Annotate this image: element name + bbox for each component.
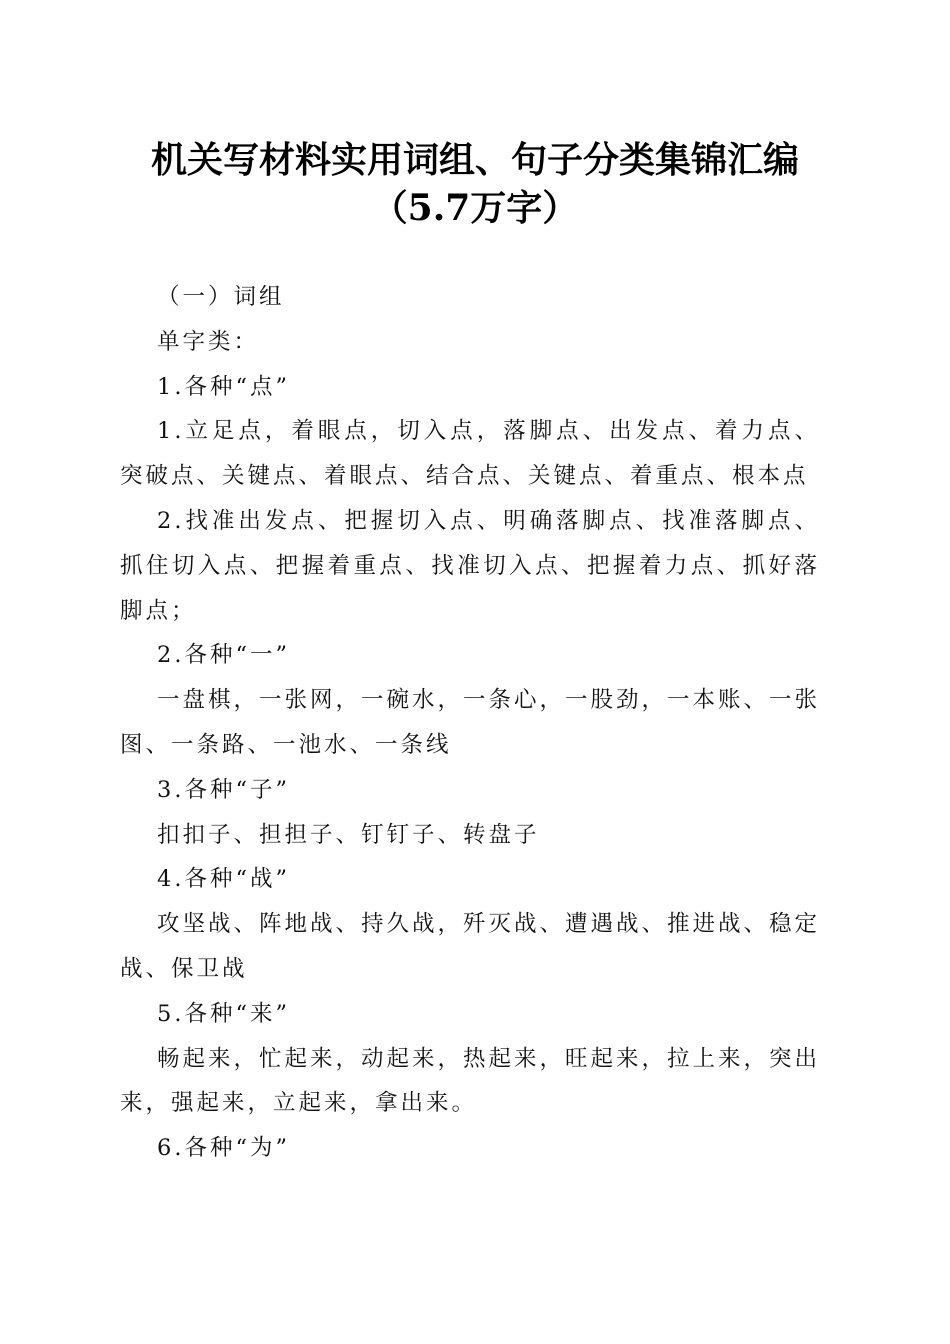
item-text: 攻坚战、阵地战、持久战，歼灭战、遭遇战、推进战、稳定战、保卫战: [120, 911, 821, 982]
item-text: 一盘棋，一张网，一碗水，一条心，一股劲，一本账、一张图、一条路、一池水、一条线: [120, 687, 821, 758]
item-text: 扣扣子、担担子、钉钉子、转盘子: [157, 821, 540, 848]
item-heading: 3.各种“子”: [157, 776, 290, 803]
category-heading: 单字类：: [157, 328, 260, 355]
item-heading: 1.各种“点”: [157, 373, 290, 400]
section-heading: （一）词组: [157, 284, 285, 310]
item-heading: 5.各种“来”: [157, 1000, 290, 1027]
item-heading: 2.各种“一”: [157, 642, 290, 669]
document-body: [120, 275, 820, 1171]
item-text: 2.找准出发点、把握切入点、明确落脚点、找准落脚点、抓住切入点、把握着重点、找准切入点、把握着力点、抓好落脚点；: [120, 507, 820, 624]
document-title: 机关写材料实用词组、句子分类集锦汇编: [150, 139, 799, 181]
item-heading: 6.各种“为”: [157, 1135, 290, 1162]
document-subtitle: （5.7万字）: [371, 187, 579, 229]
item-text: 畅起来，忙起来，动起来，热起来，旺起来，拉上来，突出来，强起来，立起来，拿出来。: [120, 1045, 821, 1117]
item-text: 1.立足点，着眼点，切入点，落脚点、出发点、着力点、突破点、关键点、着眼点、结合点、关键点、着重点、根本点: [120, 418, 820, 490]
item-heading: 4.各种“战”: [157, 866, 290, 893]
